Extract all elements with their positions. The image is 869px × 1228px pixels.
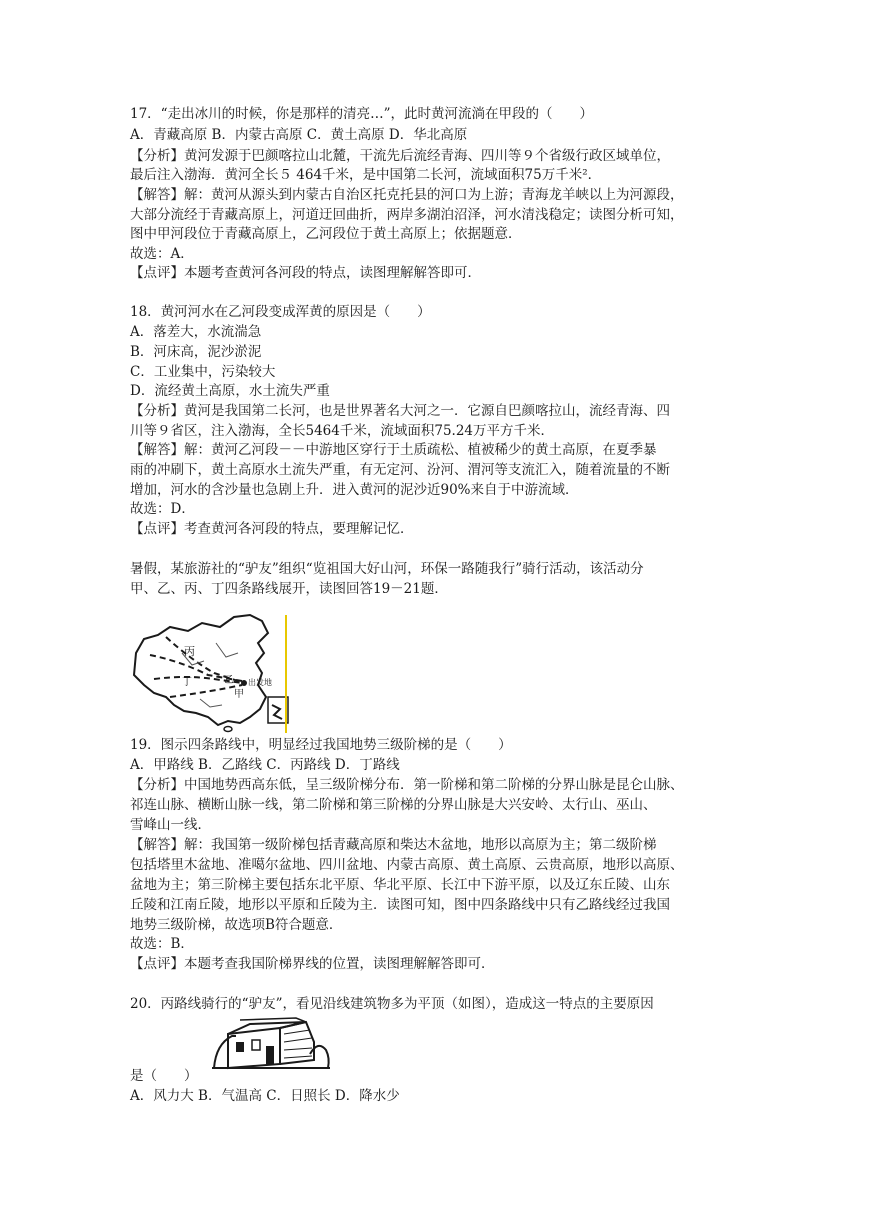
q18-option-c: C．工业集中，污染较大 xyxy=(130,364,276,380)
q18-answer-line-2: 雨的冲刷下，黄土高原水土流失严重，有无定河、汾河、渭河等支流汇入，随着流量的不断 xyxy=(130,462,670,478)
q19-analysis-line-3: 雪峰山一线． xyxy=(130,817,211,833)
q18-option-a: A．落差大，水流湍急 xyxy=(130,324,262,340)
house-window-1 xyxy=(236,1042,244,1052)
q20-stem-line-1: 20．丙路线骑行的“驴友”，看见沿线建筑物多为平顶（如图），造成这一特点的主要原因 xyxy=(130,996,654,1012)
intro-line-2: 甲、乙、丙、丁四条路线展开，读图回答19－21题． xyxy=(130,581,448,597)
q17-answer-line-1: 【解答】解：黄河从源头到内蒙古自治区托克托县的河口为上游；青海龙羊峡以上为河源段， xyxy=(130,187,684,203)
label-jia: 甲 xyxy=(234,689,244,700)
house-window-2 xyxy=(252,1040,260,1050)
q18-analysis-line-2: 川等９省区，注入渤海，全长5464千米，流域面积75.24万平方千米． xyxy=(130,423,555,439)
label-yi: 乙 xyxy=(224,675,234,686)
q17-choice: 故选：A． xyxy=(130,246,194,262)
q18-option-b: B．河床高，泥沙淤泥 xyxy=(130,344,262,360)
q19-answer-line-1: 【解答】解：我国第一级阶梯包括青藏高原和柴达木盆地，地形以高原为主；第二级阶梯 xyxy=(130,837,657,853)
q18-choice: 故选：D． xyxy=(130,501,195,517)
q17-options: A．青藏高原 B．内蒙古高原 C．黄土高原 D．华北高原 xyxy=(130,127,468,143)
route-ding xyxy=(170,685,242,697)
q18-analysis-line-1: 【分析】黄河是我国第二长河，也是世界著名大河之一．它源自巴颜喀拉山，流经青海、四 xyxy=(130,403,670,419)
q19-comment: 【点评】本题考查我国阶梯界线的位置，读图理解解答即可． xyxy=(130,956,495,972)
q18-comment: 【点评】考查黄河各河段的特点，要理解记忆． xyxy=(130,521,414,537)
china-route-map xyxy=(130,613,295,733)
q19-analysis-line-1: 【分析】中国地势西高东低，呈三级阶梯分布．第一阶梯和第二阶梯的分界山脉是昆仑山脉、 xyxy=(130,777,684,793)
q17-analysis-line-1: 【分析】黄河发源于巴颜喀拉山北麓，干流先后流经青海、四川等９个省级行政区域单位， xyxy=(130,148,670,164)
flat-roof-house-figure xyxy=(210,1014,332,1072)
q18-answer-line-1: 【解答】解：黄河乙河段－－中游地区穿行于土质疏松、植被稀少的黄土高原，在夏季暴 xyxy=(130,442,657,458)
start-point-marker xyxy=(241,680,247,686)
q17-analysis-line-2: 最后注入渤海．黄河全长５ 464千米，是中国第二长河，流域面积75万千米²． xyxy=(130,167,602,183)
q18-option-d: D．流经黄土高原，水土流失严重 xyxy=(130,383,330,399)
q19-stem: 19．图示四条路线中，明显经过我国地势三级阶梯的是（ ） xyxy=(130,737,512,753)
q17-stem: 17．“走出冰川的时候，你是那样的清亮…”，此时黄河流淌在甲段的（ ） xyxy=(130,106,593,122)
house-right-bushes xyxy=(310,1046,329,1068)
q18-answer-line-3: 增加，河水的含沙量也急剧上升．进入黄河的泥沙近90%来自于中游流域． xyxy=(130,482,579,498)
label-ding: 丁 xyxy=(182,677,192,688)
house-hatching xyxy=(284,1030,312,1058)
label-start: 出发地 xyxy=(248,678,272,687)
q19-choice: 故选：B． xyxy=(130,936,194,952)
q19-options: A．甲路线 B．乙路线 C．丙路线 D．丁路线 xyxy=(130,757,400,773)
china-outline xyxy=(134,615,268,725)
label-bing: 丙 xyxy=(184,645,195,658)
q20-options: A．风力大 B．气温高 C．日照长 D．降水少 xyxy=(130,1088,400,1104)
q19-analysis-line-2: 祁连山脉、横断山脉一线，第二阶梯和第三阶梯的分界山脉是大兴安岭、太行山、巫山、 xyxy=(130,797,657,813)
q18-stem: 18．黄河河水在乙河段变成浑黄的原因是（ ） xyxy=(130,304,431,320)
q19-answer-line-5: 地势三级阶梯，故选项B符合题意． xyxy=(130,917,343,933)
intro-line-1: 暑假，某旅游社的“驴友”组织“览祖国大好山河，环保一路随我行”骑行活动，该活动分 xyxy=(130,561,644,577)
south-sea-inset-islands xyxy=(272,705,282,719)
house-left-mound xyxy=(214,1036,236,1068)
q19-answer-line-3: 盆地为主；第三阶梯主要包括东北平原、华北平原、长江中下游平原，以及辽东丘陵、山东 xyxy=(130,877,670,893)
q17-answer-line-3: 图中甲河段位于青藏高原上，乙河段位于黄土高原上；依据题意． xyxy=(130,226,522,242)
q20-stem-line-2: 是（ ） xyxy=(130,1068,198,1084)
q17-answer-line-2: 大部分流经于青藏高原上，河道迂回曲折，两岸多湖泊沼泽，河水清浅稳定；读图分析可知， xyxy=(130,207,684,223)
q19-answer-line-4: 丘陵和江南丘陵，地形以平原和丘陵为主．读图可知，图中四条路线中只有乙路线经过我国 xyxy=(130,897,670,913)
house-door xyxy=(266,1046,274,1064)
island-shape xyxy=(224,727,232,732)
q17-comment: 【点评】本题考查黄河各河段的特点，读图理解解答即可． xyxy=(130,265,481,281)
q19-answer-line-2: 包括塔里木盆地、准噶尔盆地、四川盆地、内蒙古高原、黄土高原、云贵高原，地形以高原、 xyxy=(130,857,684,873)
